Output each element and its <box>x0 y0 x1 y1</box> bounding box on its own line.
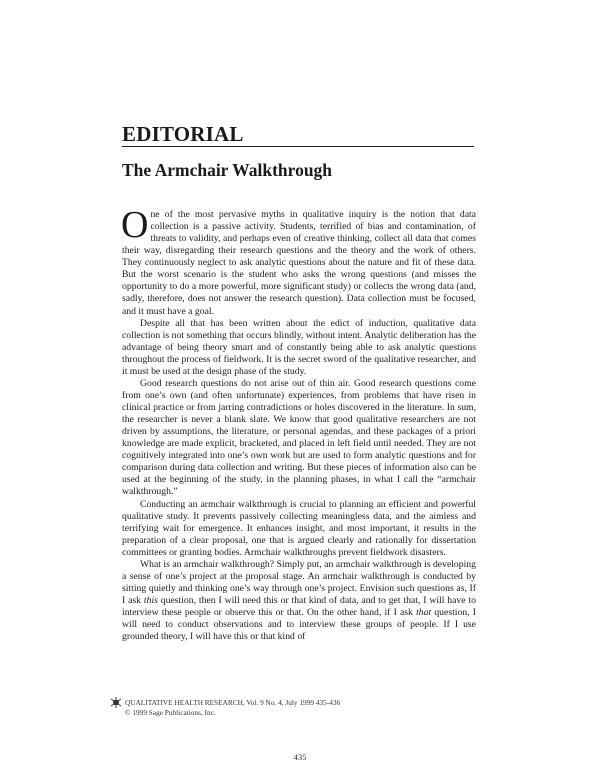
section-heading: EDITORIAL <box>122 122 244 146</box>
page-number: 435 <box>293 752 307 762</box>
paragraph-5-emphasis-this: this <box>143 595 158 606</box>
journal-footer <box>110 697 340 717</box>
heading-rule <box>122 146 474 147</box>
journal-citation: QUALITATIVE HEALTH RESEARCH, Vol. 9 No. 4, July 1999 435-436 <box>125 698 341 707</box>
paragraph-5-text-b: question, then I will need this or that kind of data, and to get that, I will have to interview these people or observe this or that. On the other hand, if I ask <box>122 595 476 619</box>
article-title: The Armchair Walkthrough <box>122 160 333 180</box>
paragraph-5-emphasis-that: that <box>416 607 432 619</box>
paragraph-5-text-c: question, I will need to conduct observations and to interview these groups of people. If I use grounded theory, I will have this or that kind of <box>122 607 476 643</box>
paragraph-2: Despite all that has been written about the edict of induction, qualitative data collection is not something that occurs blindly, without intent. Analytic deliberation has the advantage of being theory smart and of constantly being able to ask analytic questions throughout the process of fieldwork. It is the secret sword of the qualitative researcher, and it must be used at the design phase of the study. <box>122 317 476 377</box>
paragraph-5-text-a: What is an armchair walkthrough? Simply put, an armchair walkthrough is developing a sense of one’s project at the proposal stage. An armchair walkthrough is conducted by sitting quietly and thinking one’s way through one’s project. Envision such questions as, If I ask <box>122 558 476 606</box>
paragraph-1 <box>121 204 476 318</box>
paragraph-3: Good research questions do not arise out of thin air. Good research questions come from one’s own (and often unfortunate) experiences, from problems that have risen in clinical practice or from jarring contradictions or holes discovered in the literature. In sum, the researcher is never a blank slate. We know that good qualitative researchers are not driven by assumptions, the literature, or personal agendas, and these packages of a priori knowledge are made explicit, bracketed, and placed in left field until needed. They are not cognitively integrated into one’s own work but are used to form analytic questions and for comparison during data collection and writing. But these pieces of information also can be used at the beginning of the study, in the planning phases, in what I call the “armchair walkthrough.” <box>122 377 476 498</box>
paragraph-1-text: ne of the most pervasive myths in qualitative inquiry is the notion that data collection is a passive activity. Students, terrified of bias and contamination, of threats to validity, and perhaps even of creative thinking, collect all data that comes their way, disregarding their research questions and the theory and the work of others. They continuously neglect to ask analytic questions about the nature and fit of these data. But the worst scenario is the student who asks the wrong questions (and misses the opportunity to do a more powerful, more significant study) or collects the wrong data (and, sadly, therefore, does not answer the research question). Data collection must be focused, and it must have a goal. <box>122 209 476 317</box>
paragraph-5 <box>122 559 476 643</box>
copyright-notice: © 1999 Sage Publications, Inc. <box>125 708 216 717</box>
drop-cap: O <box>121 204 149 246</box>
article-body <box>121 204 476 643</box>
publisher-logo-icon <box>110 697 122 708</box>
paragraph-4: Conducting an armchair walkthrough is crucial to planning an efficient and powerful qualitative study. It prevents passively collecting meaningless data, and the aimless and terrifying wait for emergence. It enhances insight, and most important, it results in the preparation of a clear proposal, one that is argued clearly and rationally for dissertation committees or granting bodies. Armchair walkthroughs prevent fieldwork disasters. <box>122 498 476 558</box>
